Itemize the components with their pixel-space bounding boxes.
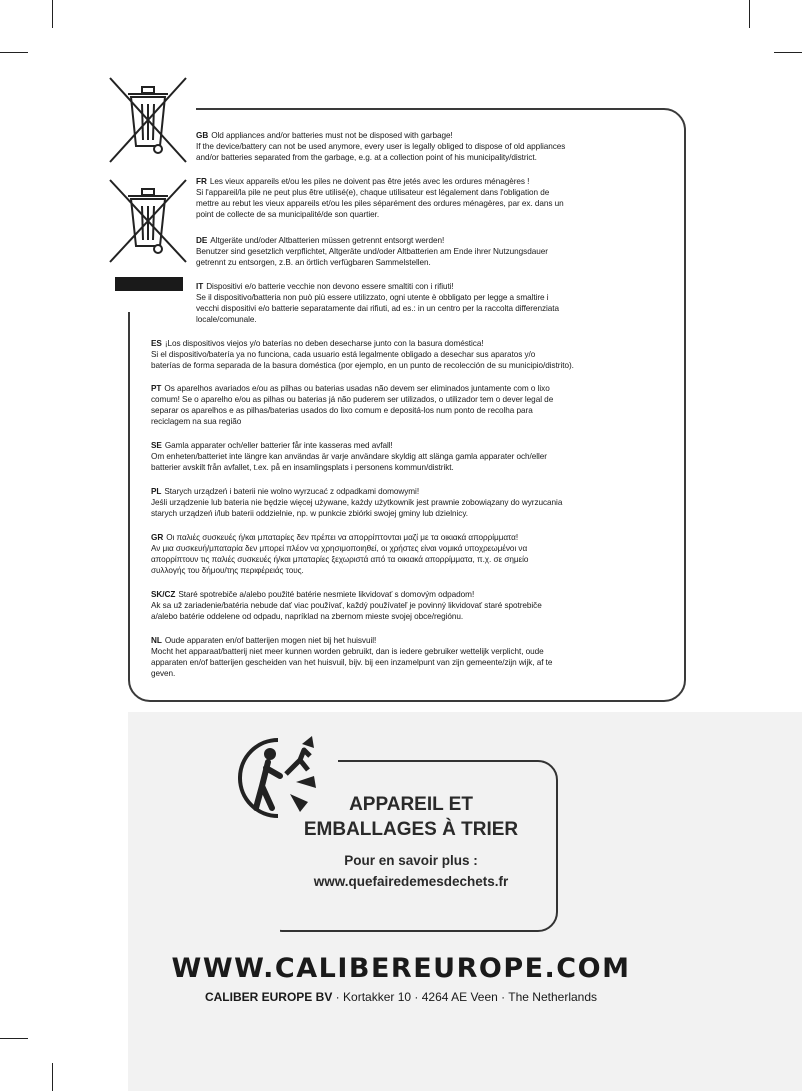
crossed-bin-icon [106, 74, 190, 166]
notice-line: Les vieux appareils et/ou les piles ne doivent pas être jetés avec les ordures ménagères ! [209, 177, 530, 186]
notice-code: PT [151, 384, 162, 393]
company-name: CALIBER EUROPE BV [204, 990, 333, 1004]
crop-mark [0, 52, 28, 53]
notice-code: GR [151, 533, 164, 542]
notice-line: apparaten en/of batterijen gescheiden van het huisvuil, bijv. bij een inzamelpunt van zijn gemeente/zijn wijk, af te [151, 658, 553, 668]
notice-line: Os aparelhos avariados e/ou as pilhas ou baterias usadas não devem ser eliminados juntamente com o lixo [164, 384, 550, 393]
notice-line: separar os aparelhos e as pilhas/baterias usados do lixo comum e depositá-los num ponto de recolha para [151, 406, 533, 416]
notice-code: FR [196, 177, 207, 186]
notice-line: mettre au rebut les vieux appareils et/ou les piles séparément des ordures ménagères, par ex. dans un [196, 199, 564, 209]
triman-title-line1: APPAREIL ET [349, 794, 473, 815]
notice-line: comum! Se o aparelho e/ou as pilhas ou baterias já não puderem ser utilizados, o utilizador tem o dever legal de [151, 395, 554, 405]
website-url: WWW.CALIBEREUROPE.COM [171, 953, 631, 984]
notice-code: NL [151, 636, 162, 645]
notice-gb [196, 130, 565, 163]
crop-mark [52, 1063, 53, 1091]
triman-info-line1: Pour en savoir plus : [344, 853, 478, 868]
notice-line: Starych urządzeń i baterii nie wolno wyrzucać z odpadkami domowymi! [164, 487, 420, 496]
crop-mark [52, 0, 53, 28]
notice-line: Se il dispositivo/batteria non può più essere utilizzato, ogni utente è obbligato per legge a smaltire i [196, 293, 549, 303]
crossed-bin-icon [106, 176, 190, 266]
notice-line: a/alebo batérie oddelene od odpadu, napríklad na zbernom mieste svojej obce/regiónu. [151, 612, 464, 622]
notice-line: Ak sa už zariadenie/batéria nebude dať viac používať, každý používateľ je povinný likvidovať staré spotrebiče [151, 601, 542, 611]
notice-line: Si l'appareil/la pile ne peut plus être utilisé(e), chaque utilisateur est légalement dans l'obligation de [196, 188, 550, 198]
notice-code: IT [196, 282, 204, 291]
notice-gr [151, 532, 528, 576]
notice-code: DE [196, 236, 208, 245]
address-street: Kortakker 10 [343, 990, 412, 1004]
notice-line: vecchi dispositivi e/o batterie separatamente dai rifiuti, ad es.: in un centro per la raccolta differenziata [196, 304, 560, 314]
notice-line: starych urządzeń i/lub baterii oddzielnie, np. w punkcie zbiórki swojej gminy lub dzielnicy. [151, 509, 468, 519]
crop-mark [774, 52, 802, 53]
notice-line: Οι παλιές συσκευές ή/και μπαταρίες δεν πρέπει να απορρίπτονται μαζί με τα οικιακά απορρίμματα! [166, 533, 519, 542]
notice-pt [151, 383, 553, 427]
notice-code: PL [151, 487, 162, 496]
notice-line: απορρίπτουν τις παλιές συσκευές ή/και μπαταρίες ξεχωριστά από τα οικιακά απορρίμματα, π.χ. σε σημείο [151, 555, 529, 565]
notice-line: getrennt zu entsorgen, z.B. an örtlich verfügbaren Sammelstellen. [196, 258, 431, 268]
notice-line: Dispositivi e/o batterie vecchie non devono essere smaltiti con i rifiuti! [206, 282, 454, 291]
notice-line: Αν μια συσκευή/μπαταρία δεν μπορεί πλέον να χρησιμοποιηθεί, οι χρήστες είναι νομικά υποχρεωμένοι να [151, 544, 528, 554]
notice-code: SE [151, 441, 162, 450]
frame-gap [240, 822, 280, 934]
notice-pl [151, 486, 562, 519]
notice-line: Om enheten/batteriet inte längre kan användas är varje användare skyldig att slänga gamla apparater och/eller [151, 452, 547, 462]
notice-code: ES [151, 339, 162, 348]
notice-fr [196, 176, 564, 220]
notice-line: and/or batteries separated from the garbage, e.g. at a collection point of his municipality/district. [196, 153, 537, 163]
notice-nl [151, 635, 552, 679]
notice-code: GB [196, 131, 209, 140]
notice-line: Altgeräte und/oder Altbatterien müssen getrennt entsorgt werden! [210, 236, 445, 245]
notice-es [151, 338, 574, 371]
notice-code: SK/CZ [151, 590, 176, 599]
notice-line: geven. [151, 669, 176, 679]
triman-title-line2: EMBALLAGES À TRIER [303, 819, 519, 840]
notice-line: locale/comunale. [196, 315, 257, 325]
notice-line: συλλογής του δήμου/της περιφέρειάς τους. [151, 566, 304, 576]
triman-info-link: www.quefairedemesdechets.fr [313, 874, 509, 889]
notice-it [196, 281, 559, 325]
notice-line: Gamla apparater och/eller batterier får inte kasseras med avfall! [164, 441, 393, 450]
notice-line: Mocht het apparaat/batterij niet meer kunnen worden gebruikt, dan is iedere gebruiker wettelijk verplicht, oude [151, 647, 544, 657]
crop-mark [749, 0, 750, 28]
notice-de [196, 235, 548, 268]
notice-line: reciclagem na sua região [151, 417, 242, 427]
crop-mark [0, 1038, 28, 1039]
notice-line: ¡Los dispositivos viejos y/o baterías no deben desecharse junto con la basura doméstica! [164, 339, 484, 348]
notice-sk-cz [151, 589, 542, 622]
notice-line: baterías de forma separada de la basura doméstica (por ejemplo, en un punto de recolección de su municipio/distrito). [151, 361, 574, 371]
address-postcode: 4264 AE Veen [421, 990, 498, 1004]
notice-line: Si el dispositivo/batería ya no funciona, cada usuario está legalmente obligado a desechar sus aparatos y/o [151, 350, 536, 360]
notice-line: Staré spotrebiče a/alebo použité batérie nesmiete likvidovať s domovým odpadom! [178, 590, 475, 599]
company-address: CALIBER EUROPE BV · Kortakker 10 · 4264 AE Veen · The Netherlands [204, 990, 598, 1004]
notice-line: Benutzer sind gesetzlich verpflichtet, Altgeräte und/oder Altbatterien am Ende ihrer Nutzungsdauer [196, 247, 548, 257]
triman-title [286, 792, 536, 842]
battery-marking-bar [115, 277, 183, 291]
notice-se [151, 440, 547, 473]
address-country: The Netherlands [508, 990, 598, 1004]
notice-line: Jeśli urządzenie lub bateria nie będzie więcej używane, każdy użytkownik jest prawnie zobowiązany do wyrzucania [151, 498, 563, 508]
notice-line: Oude apparaten en/of batterijen mogen niet bij het huisvuil! [164, 636, 377, 645]
triman-info [286, 850, 536, 892]
notice-line: point de collecte de sa municipalité/de son quartier. [196, 210, 380, 220]
notice-line: Old appliances and/or batteries must not be disposed with garbage! [211, 131, 453, 140]
notice-line: If the device/battery can not be used anymore, every user is legally obliged to dispose of old appliances [196, 142, 566, 152]
notice-line: batterier avskilt från avfallet, t.ex. på en insamlingsplats i personens kommun/distrikt. [151, 463, 454, 473]
